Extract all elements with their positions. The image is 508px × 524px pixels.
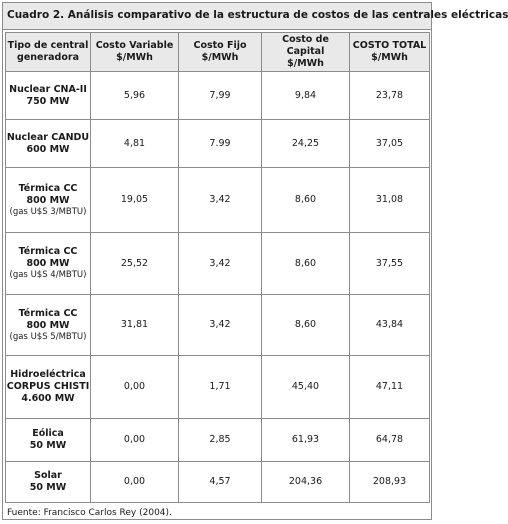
table-row <box>6 168 430 233</box>
variable-cost-cell: 5,96 <box>91 72 179 120</box>
source-note: Fuente: Francisco Carlos Rey (2004). <box>7 508 172 518</box>
row-name-line: Eólica <box>32 428 64 440</box>
capital-cost-cell: 24,25 <box>262 120 350 168</box>
fixed-cost-cell: 4,57 <box>179 462 262 503</box>
header-variable-line2: $/MWh <box>116 52 153 63</box>
row-name-line: Nuclear CNA-II <box>9 83 87 95</box>
row-name-cell <box>6 356 91 419</box>
header-fixed-line2: $/MWh <box>201 52 239 63</box>
header-type <box>6 33 91 72</box>
header-capital <box>262 33 350 72</box>
total-cost-cell: 23,78 <box>350 72 430 120</box>
variable-cost-cell: 0,00 <box>91 462 179 503</box>
variable-cost-cell: 4,81 <box>91 120 179 168</box>
row-name-line: 600 MW <box>26 143 70 155</box>
fixed-cost-cell: 1,71 <box>179 356 262 419</box>
variable-cost-cell: 25,52 <box>91 233 179 295</box>
row-name-line: Solar <box>34 470 62 482</box>
fixed-cost-cell: 3,42 <box>179 168 262 233</box>
capital-cost-cell: 204,36 <box>262 462 350 503</box>
row-name-line: 50 MW <box>29 440 67 451</box>
table-caption: Cuadro 2. Análisis comparativo de la estructura de costos de las centrales eléctricas <box>7 9 508 21</box>
total-cost-cell: 47,11 <box>350 356 430 419</box>
table-row <box>6 356 430 419</box>
row-gas-note: (gas U$S 3/MBTU) <box>9 206 87 217</box>
row-name-line: CORPUS CHISTI <box>6 381 90 393</box>
row-gas-note: (gas U$S 4/MBTU) <box>9 270 87 281</box>
header-fixed <box>179 33 262 72</box>
variable-cost-cell: 0,00 <box>91 419 179 462</box>
header-total-line1: COSTO TOTAL <box>352 40 427 52</box>
fixed-cost-cell: 3,42 <box>179 233 262 295</box>
fixed-cost-cell: 3,42 <box>179 295 262 356</box>
table-row <box>6 419 430 462</box>
table-row <box>6 295 430 356</box>
variable-cost-cell: 31,81 <box>91 295 179 356</box>
row-name-cell <box>6 168 91 233</box>
fixed-cost-cell: 7,99 <box>179 72 262 120</box>
header-total-line2: $/MWh <box>371 52 408 63</box>
header-variable-line1: Costo Variable <box>95 40 174 52</box>
header-variable <box>91 33 179 72</box>
total-cost-cell: 43,84 <box>350 295 430 356</box>
row-name-line: 800 MW <box>26 258 70 270</box>
row-name-line: 750 MW <box>26 95 70 107</box>
header-type-line2: generadora <box>17 52 79 63</box>
header-total <box>350 33 430 72</box>
row-name-line: Nuclear CANDU <box>6 131 90 143</box>
row-name-line: 800 MW <box>26 319 70 331</box>
fixed-cost-cell: 2,85 <box>179 419 262 462</box>
variable-cost-cell: 0,00 <box>91 356 179 419</box>
row-name-cell <box>6 295 91 356</box>
total-cost-cell: 64,78 <box>350 419 430 462</box>
row-name-cell <box>6 462 91 503</box>
total-cost-cell: 37,55 <box>350 233 430 295</box>
caption-bar <box>3 3 508 30</box>
cost-table <box>5 32 430 503</box>
table-row <box>6 72 430 120</box>
capital-cost-cell: 8,60 <box>262 295 350 356</box>
header-fixed-line1: Costo Fijo <box>193 40 247 52</box>
row-name-line: Térmica CC <box>18 182 78 194</box>
capital-cost-cell: 45,40 <box>262 356 350 419</box>
total-cost-cell: 208,93 <box>350 462 430 503</box>
row-name-cell <box>6 72 91 120</box>
total-cost-cell: 31,08 <box>350 168 430 233</box>
row-name-line: Térmica CC <box>18 246 78 258</box>
table-frame <box>2 2 508 520</box>
row-name-line: 800 MW <box>26 194 70 206</box>
capital-cost-cell: 8,60 <box>262 168 350 233</box>
table-row <box>6 120 430 168</box>
row-name-line: 50 MW <box>29 482 67 493</box>
total-cost-cell: 37,05 <box>350 120 430 168</box>
header-type-line1: Tipo de central <box>7 40 89 52</box>
header-capital-line1: Costo de Capital <box>282 34 329 58</box>
row-name-cell <box>6 120 91 168</box>
row-name-cell <box>6 419 91 462</box>
row-name-line: Hidroeléctrica <box>10 369 86 381</box>
row-gas-note: (gas U$S 5/MBTU) <box>9 331 87 342</box>
header-row <box>6 33 430 72</box>
fixed-cost-cell: 7.99 <box>179 120 262 168</box>
row-name-line: 4.600 MW <box>21 392 75 404</box>
variable-cost-cell: 19,05 <box>91 168 179 233</box>
table-row <box>6 462 430 503</box>
row-name-line: Térmica CC <box>18 307 78 319</box>
table-row <box>6 233 430 295</box>
header-capital-line2: $/MWh <box>287 57 324 69</box>
capital-cost-cell: 8,60 <box>262 233 350 295</box>
capital-cost-cell: 9,84 <box>262 72 350 120</box>
capital-cost-cell: 61,93 <box>262 419 350 462</box>
row-name-cell <box>6 233 91 295</box>
